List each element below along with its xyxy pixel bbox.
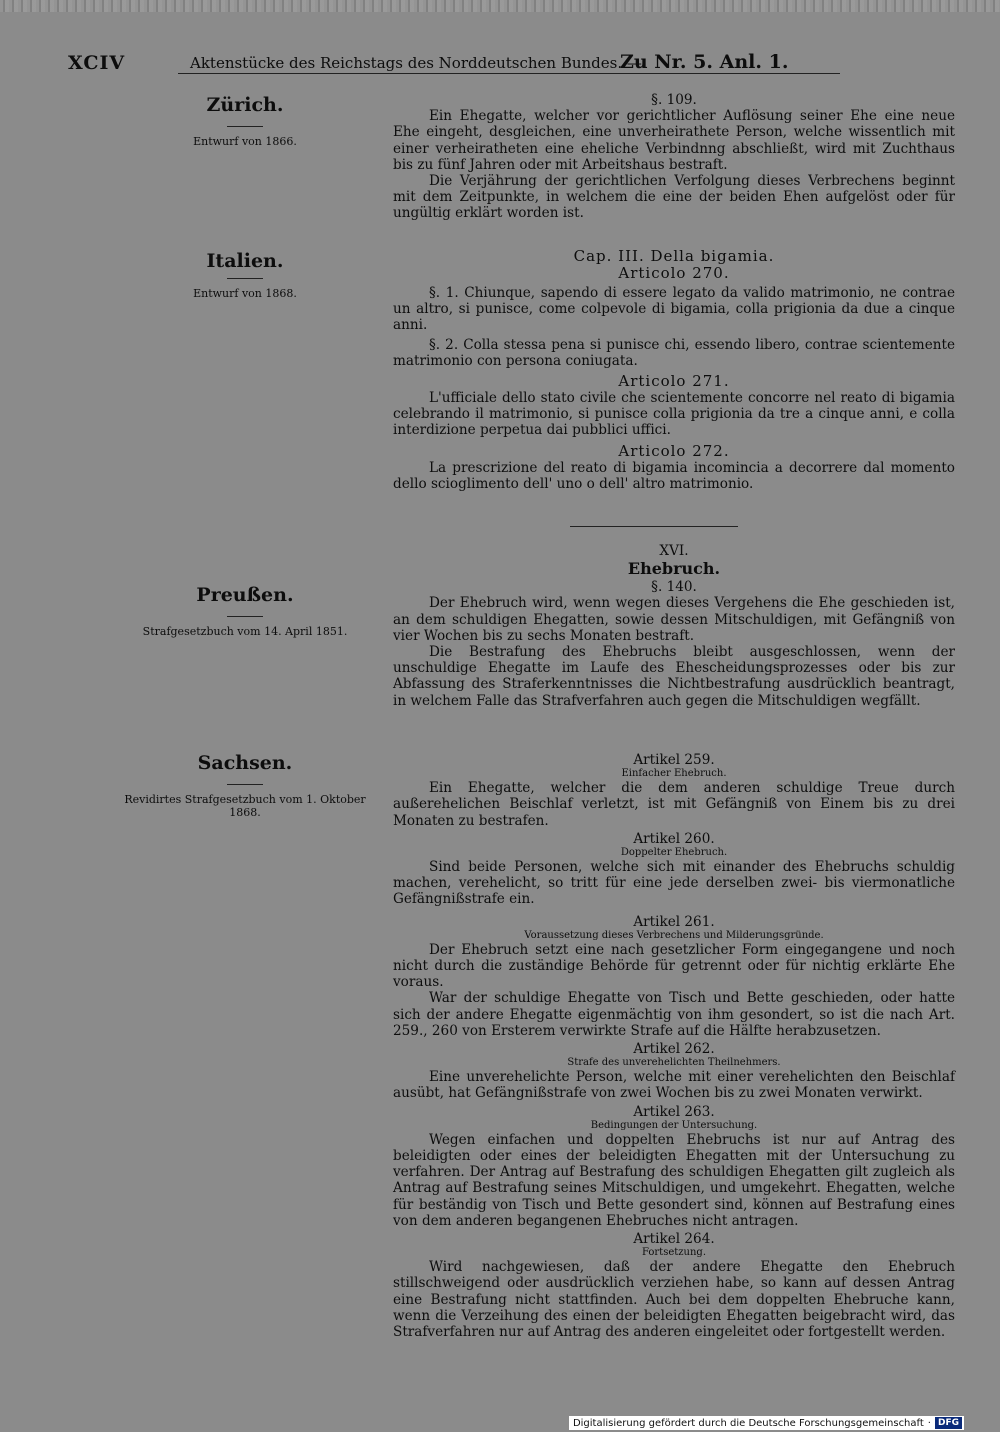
article-subtitle: Einfacher Ehebruch.	[621, 768, 727, 780]
article-heading: Artikel 264.	[633, 1231, 715, 1248]
document-reference: Zu Nr. 5. Anl. 1.	[620, 51, 789, 73]
credit-text: Digitalisierung gefördert durch die Deutsche Forschungsgemeinschaft	[572, 1417, 924, 1429]
paragraph: §. 1. Chiunque, sapendo di essere legato da valido matrimonio, ne contrae un altro, si punisce, come colpevole di bigamia, colla prigionia da due a cinque anni.	[393, 285, 955, 334]
source-note: Revidirtes Strafgesetzbuch vom 1. Oktober 1868.	[124, 793, 366, 819]
article-subtitle: Doppelter Ehebruch.	[620, 847, 728, 859]
divider	[227, 126, 263, 127]
paragraph: La prescrizione del reato di bigamia incomincia a decorrere dal momento dello scioglimento dell' uno o dell' altro matrimonio.	[393, 459, 955, 492]
left-heading-italien	[95, 250, 395, 300]
paragraph-heading: §. 140.	[651, 579, 697, 596]
paragraph: Der Ehebruch wird, wenn wegen dieses Vergehens die Ehe geschieden ist, an dem schuldigen Ehegatten, sowie dessen Mitschuldigen, mit Gefängniß von vier Wochen bis zu sechs Monaten bestraft.	[393, 595, 955, 644]
left-heading-zurich	[95, 94, 395, 148]
chapter-title: Ehebruch.	[627, 559, 721, 579]
paragraph: Der Ehebruch setzt eine nach gesetzlicher Form eingegangene und noch nicht durch die zuständige Behörde für getrennt oder für nichtig erklärte Ehe voraus.	[393, 941, 955, 991]
article-heading: Artikel 263.	[633, 1103, 715, 1120]
section-divider	[570, 526, 738, 527]
article-heading: Articolo 271.	[618, 372, 730, 391]
article-heading: Artikel 261.	[633, 913, 715, 930]
running-title: Aktenstücke des Reichstags des Norddeutschen Bundes. —	[190, 54, 642, 72]
source-note: Entwurf von 1866.	[193, 135, 297, 148]
paragraph: §. 2. Colla stessa pena si punisce chi, essendo libero, contrae scientemente matrimonio con persona coniugata.	[393, 336, 955, 369]
country-name: Zürich.	[206, 94, 284, 116]
country-name: Italien.	[206, 250, 284, 272]
article-subtitle: Bedingungen der Untersuchung.	[590, 1119, 758, 1131]
paragraph: Sind beide Personen, welche sich mit einander des Ehebruchs schuldig machen, verehelicht, so tritt für eine jede derselben zwei- bis viermonatliche Gefängnißstrafe ein.	[393, 859, 955, 908]
left-heading-preussen	[95, 584, 395, 638]
roman-numeral: XVI.	[659, 543, 689, 559]
article-heading: Artikel 260.	[633, 830, 715, 847]
paragraph: Wird nachgewiesen, daß der andere Ehegatte den Ehebruch stillschweigend oder ausdrücklich verziehen habe, so kann auf dessen Antrag eine Bestrafung nicht stattfinden. Auch bei dem doppelten Ehebruche kann, wenn die Verzeihung des einen der beleidigten Ehegatten beigebracht wird, das Strafverfahren nur auf Antrag des anderen eingeleitet oder fortgestellt werden.	[393, 1259, 955, 1341]
digitization-credit	[569, 1416, 964, 1430]
section-zurich	[393, 92, 955, 222]
page-number: XCIV	[68, 52, 126, 74]
section-italien	[393, 248, 955, 492]
paragraph: L'ufficiale dello stato civile che scientemente concorre nel reato di bigamia celebrando il matrimonio, si punisce colla prigionia da tre a cinque anni, e colla interdizione perpetua dai pubblici uffici.	[393, 390, 955, 439]
left-heading-sachsen	[110, 752, 380, 819]
paragraph: Ein Ehegatte, welcher die dem anderen schuldige Treue durch außerehelichen Beischlaf verletzt, ist mit Gefängniß von Einem bis zu drei Monaten zu bestrafen.	[393, 780, 955, 829]
article-subtitle: Strafe des unverehelichten Theilnehmers.	[567, 1057, 781, 1069]
paragraph: War der schuldige Ehegatte von Tisch und Bette geschieden, oder hatte sich der andere Ehegatte eigenmächtig von ihm gesondert, so ist die nach Art. 259., 260 von Ersterem verwirkte Strafe auf die Hälfte herabzusetzen.	[393, 990, 955, 1039]
article-heading: Artikel 262.	[633, 1041, 715, 1058]
paragraph: Die Verjährung der gerichtlichen Verfolgung dieses Verbrechens beginnt mit dem Zeitpunkte, in welchem die eine der beiden Ehen aufgelöst oder für ungültig erklärt worden ist.	[393, 173, 955, 222]
article-subtitle: Voraussetzung dieses Verbrechens und Milderungsgründe.	[524, 929, 824, 941]
credit-separator: ·	[927, 1417, 931, 1429]
paragraph: Ein Ehegatte, welcher vor gerichtlicher Auflösung seiner Ehe eine neue Ehe eingeht, desgleichen, eine unverheirathete Person, welche wissentlich mit einer verheiratheten eine eheliche Verbindnng abschließt, wird mit Zuchthaus bis zu fünf Jahren oder mit Arbeitshaus bestraft.	[393, 108, 955, 173]
divider	[227, 616, 263, 617]
dfg-logo: DFG	[935, 1417, 962, 1429]
paragraph: Die Bestrafung des Ehebruchs bleibt ausgeschlossen, wenn der unschuldige Ehegatte im Laufe des Ehescheidungsprozesses oder bis zur Abfassung des Straferkenntnisses die Nichtbestrafung ausdrücklich beantragt, in welchem Falle das Strafverfahren auch gegen die Mitschuldigen wegfällt.	[393, 644, 955, 709]
country-name: Preußen.	[196, 584, 294, 606]
article-heading: Articolo 270.	[618, 264, 730, 282]
header-rule	[178, 73, 840, 74]
divider	[227, 784, 263, 785]
section-preussen	[393, 543, 955, 709]
chapter-heading: Cap. III. Della bigamia.	[573, 247, 775, 265]
article-subtitle: Fortsetzung.	[641, 1247, 706, 1259]
section-sachsen	[393, 752, 955, 1340]
divider	[227, 278, 263, 279]
paragraph: Wegen einfachen und doppelten Ehebruchs ist nur auf Antrag des beleidigten oder eines der beleidigten Ehegatten mit der Untersuchung zu verfahren. Der Antrag auf Bestrafung des schuldigen Ehegatten gilt zugleich als Antrag auf Bestrafung seines Mitschuldigen, und umgekehrt. Ehegatten, welche für beständig von Tisch und Bette gesondert sind, können auf Bestrafung eines von dem anderen begangenen Ehebruches nicht antragen.	[393, 1131, 955, 1229]
country-name: Sachsen.	[197, 752, 293, 774]
scan-edge-noise	[0, 0, 1000, 12]
article-heading: Artikel 259.	[633, 752, 715, 768]
source-note: Strafgesetzbuch vom 14. April 1851.	[142, 625, 348, 638]
article-heading: Articolo 272.	[618, 441, 730, 460]
paragraph-heading: §. 109.	[651, 92, 697, 108]
source-note: Entwurf von 1868.	[193, 287, 297, 300]
paragraph: Eine unverehelichte Person, welche mit einer verehelichten den Beischlaf ausübt, hat Gefängnißstrafe von zwei Wochen bis zu zwei Monaten verwirkt.	[393, 1069, 955, 1102]
